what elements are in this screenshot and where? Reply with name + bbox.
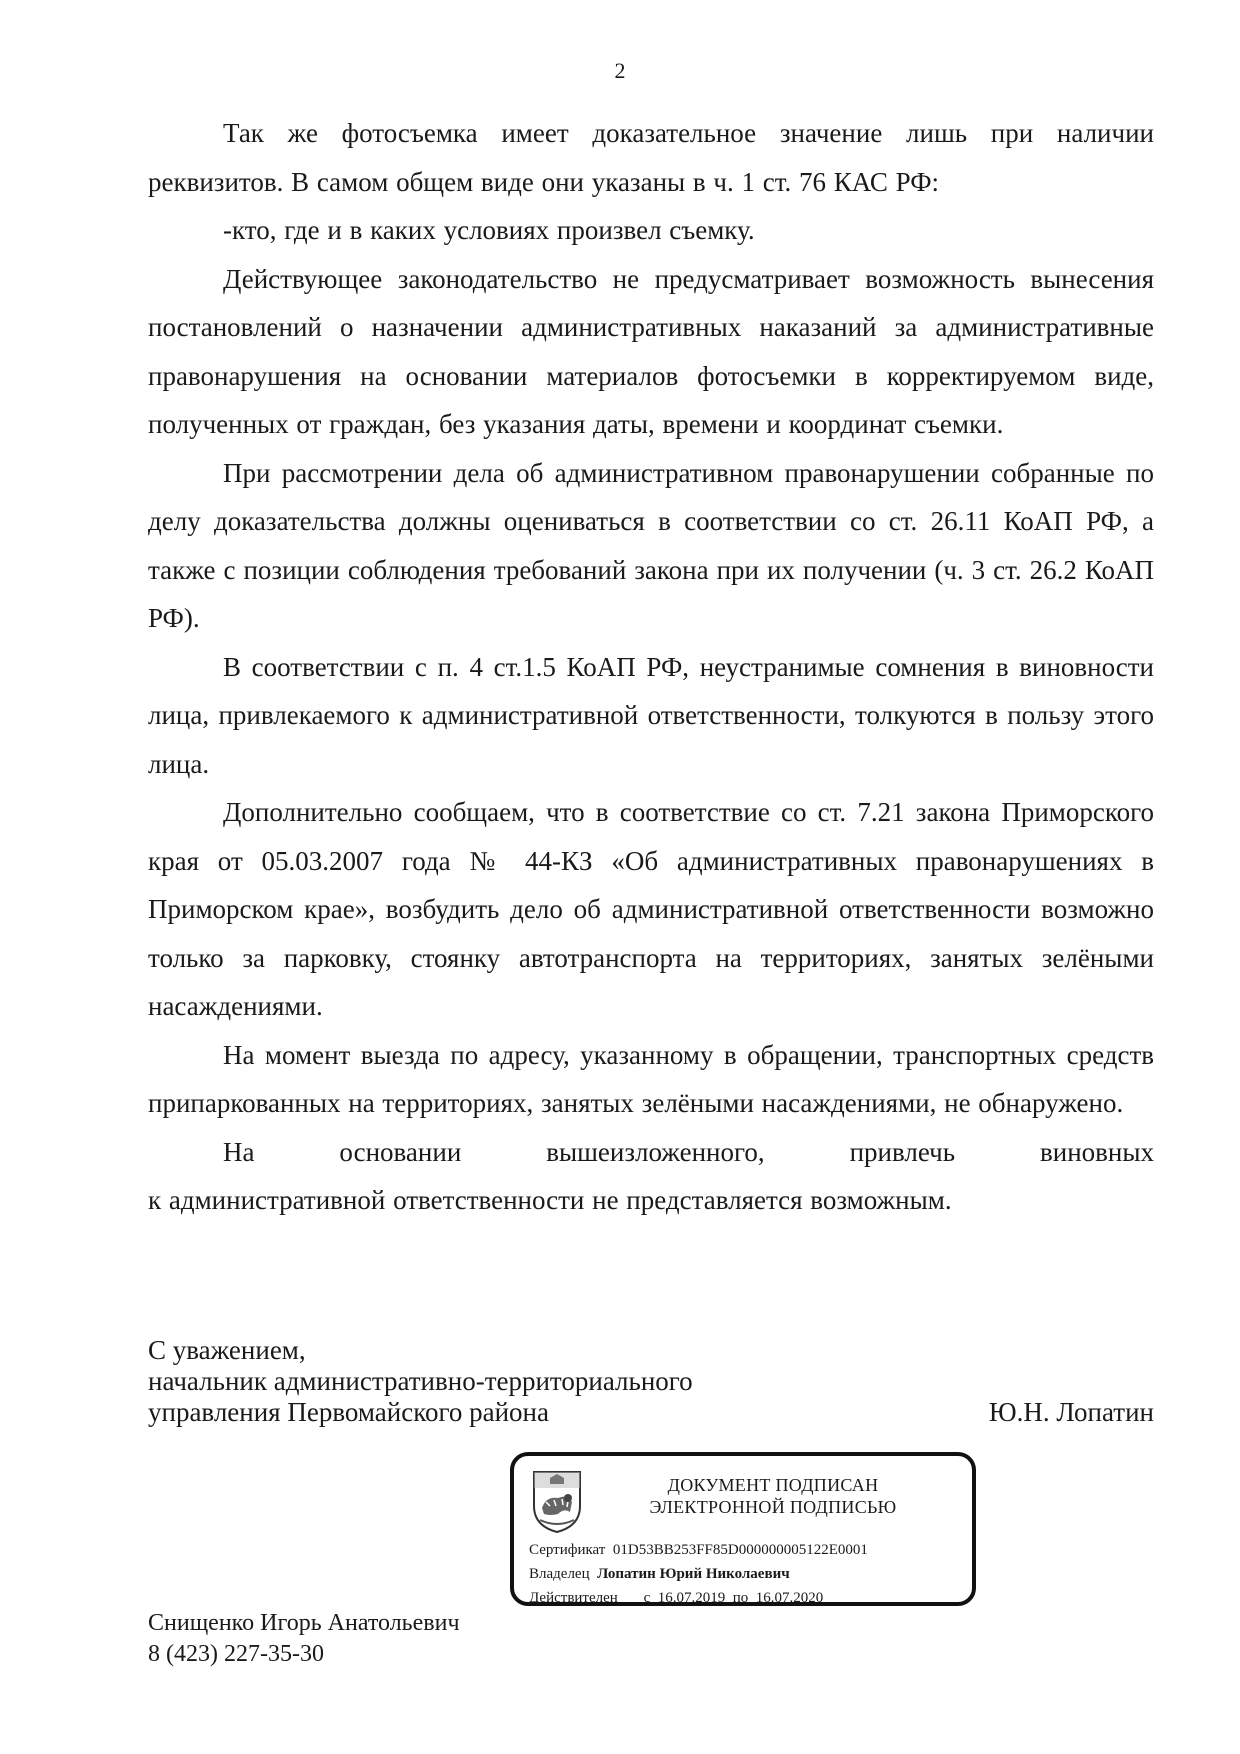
- signer-position-line2: управления Первомайского района: [148, 1397, 549, 1427]
- paragraph-conclusion-line2: к административной ответственности не представляется возможным.: [148, 1185, 952, 1215]
- validity-row: [529, 1586, 962, 1610]
- signer-position-line1: начальник административно-территориального: [148, 1366, 693, 1396]
- paragraph-evidence-evaluation: При рассмотрении дела об административном правонарушении собранные по делу доказательства должны оцениваться в соответствии со ст. 26.11 КоАП РФ, а также с позиции соблюдения требований закона при их получении (ч. 3 ст. 26.2 КоАП РФ).: [148, 457, 1154, 633]
- stamp-title-line2: ЭЛЕКТРОННОЙ ПОДПИСЬЮ: [649, 1497, 897, 1517]
- owner-value: Лопатин Юрий Николаевич: [597, 1566, 790, 1582]
- executor-name: Снищенко Игорь Анатольевич: [148, 1610, 460, 1636]
- valid-to-label: по: [732, 1590, 749, 1606]
- certificate-value: 01D53BB253FF85D000000005122E0001: [612, 1542, 868, 1558]
- closing-block: [148, 1335, 1154, 1428]
- closing-greeting: С уважением,: [148, 1335, 306, 1365]
- validity-label: Действителен: [529, 1590, 618, 1606]
- stamp-title: [594, 1474, 952, 1518]
- executor-phone: 8 (423) 227-35-30: [148, 1641, 324, 1667]
- electronic-signature-stamp: [510, 1452, 976, 1606]
- letter-body: [148, 109, 1154, 1225]
- page-number: 2: [614, 58, 626, 83]
- valid-to-date: 16.07.2020: [755, 1590, 824, 1606]
- paragraph-photo-requisites: Так же фотосъемка имеет доказательное значение лишь при наличии реквизитов. В самом общем виде они указаны в ч. 1 ст. 76 КАС РФ:: [148, 118, 1154, 197]
- valid-from-date: 16.07.2019: [657, 1590, 726, 1606]
- executor-block: [148, 1608, 460, 1670]
- paragraph-doubts: В соответствии с п. 4 ст.1.5 КоАП РФ, неустранимые сомнения в виновности лица, привлекаемого к административной ответственности, толкуются в пользу этого лица.: [148, 651, 1154, 779]
- stamp-title-line1: ДОКУМЕНТ ПОДПИСАН: [667, 1475, 879, 1495]
- stamp-details: [529, 1538, 962, 1610]
- paragraph-regional-law: Дополнительно сообщаем, что в соответствие со ст. 7.21 закона Приморского края от 05.03.2007 года № 44-КЗ «Об административных правонарушениях в Приморском крае», возбудить дело об административной ответственности возможно только за парковку, стоянку автотранспорта на территориях, занятых зелёными насаждениями.: [148, 797, 1154, 1021]
- paragraph-legislation: Действующее законодательство не предусматривает возможность вынесения постановлений о назначении административных наказаний за административные правонарушения на основании материалов фотосъемки в корректируемом виде, полученных от граждан, без указания даты, времени и координат съемки.: [148, 263, 1154, 439]
- certificate-row: [529, 1538, 962, 1562]
- owner-row: [529, 1562, 962, 1586]
- paragraph-inspection-result: На момент выезда по адресу, указанному в обращении, транспортных средств припаркованных на территориях, занятых зелёными насаждениями, не обнаружено.: [148, 1039, 1154, 1118]
- paragraph-conclusion-line1: На основании вышеизложенного, привлечь виновных: [223, 1136, 1154, 1167]
- valid-from-label: с: [643, 1590, 651, 1606]
- signer-name: Ю.Н. Лопатин: [988, 1397, 1154, 1427]
- paragraph-who-where: -кто, где и в каких условиях произвел съемку.: [223, 215, 755, 245]
- primorsky-krai-coat-of-arms-icon: [528, 1468, 586, 1534]
- certificate-label: Сертификат: [529, 1542, 606, 1558]
- owner-label: Владелец: [529, 1566, 590, 1582]
